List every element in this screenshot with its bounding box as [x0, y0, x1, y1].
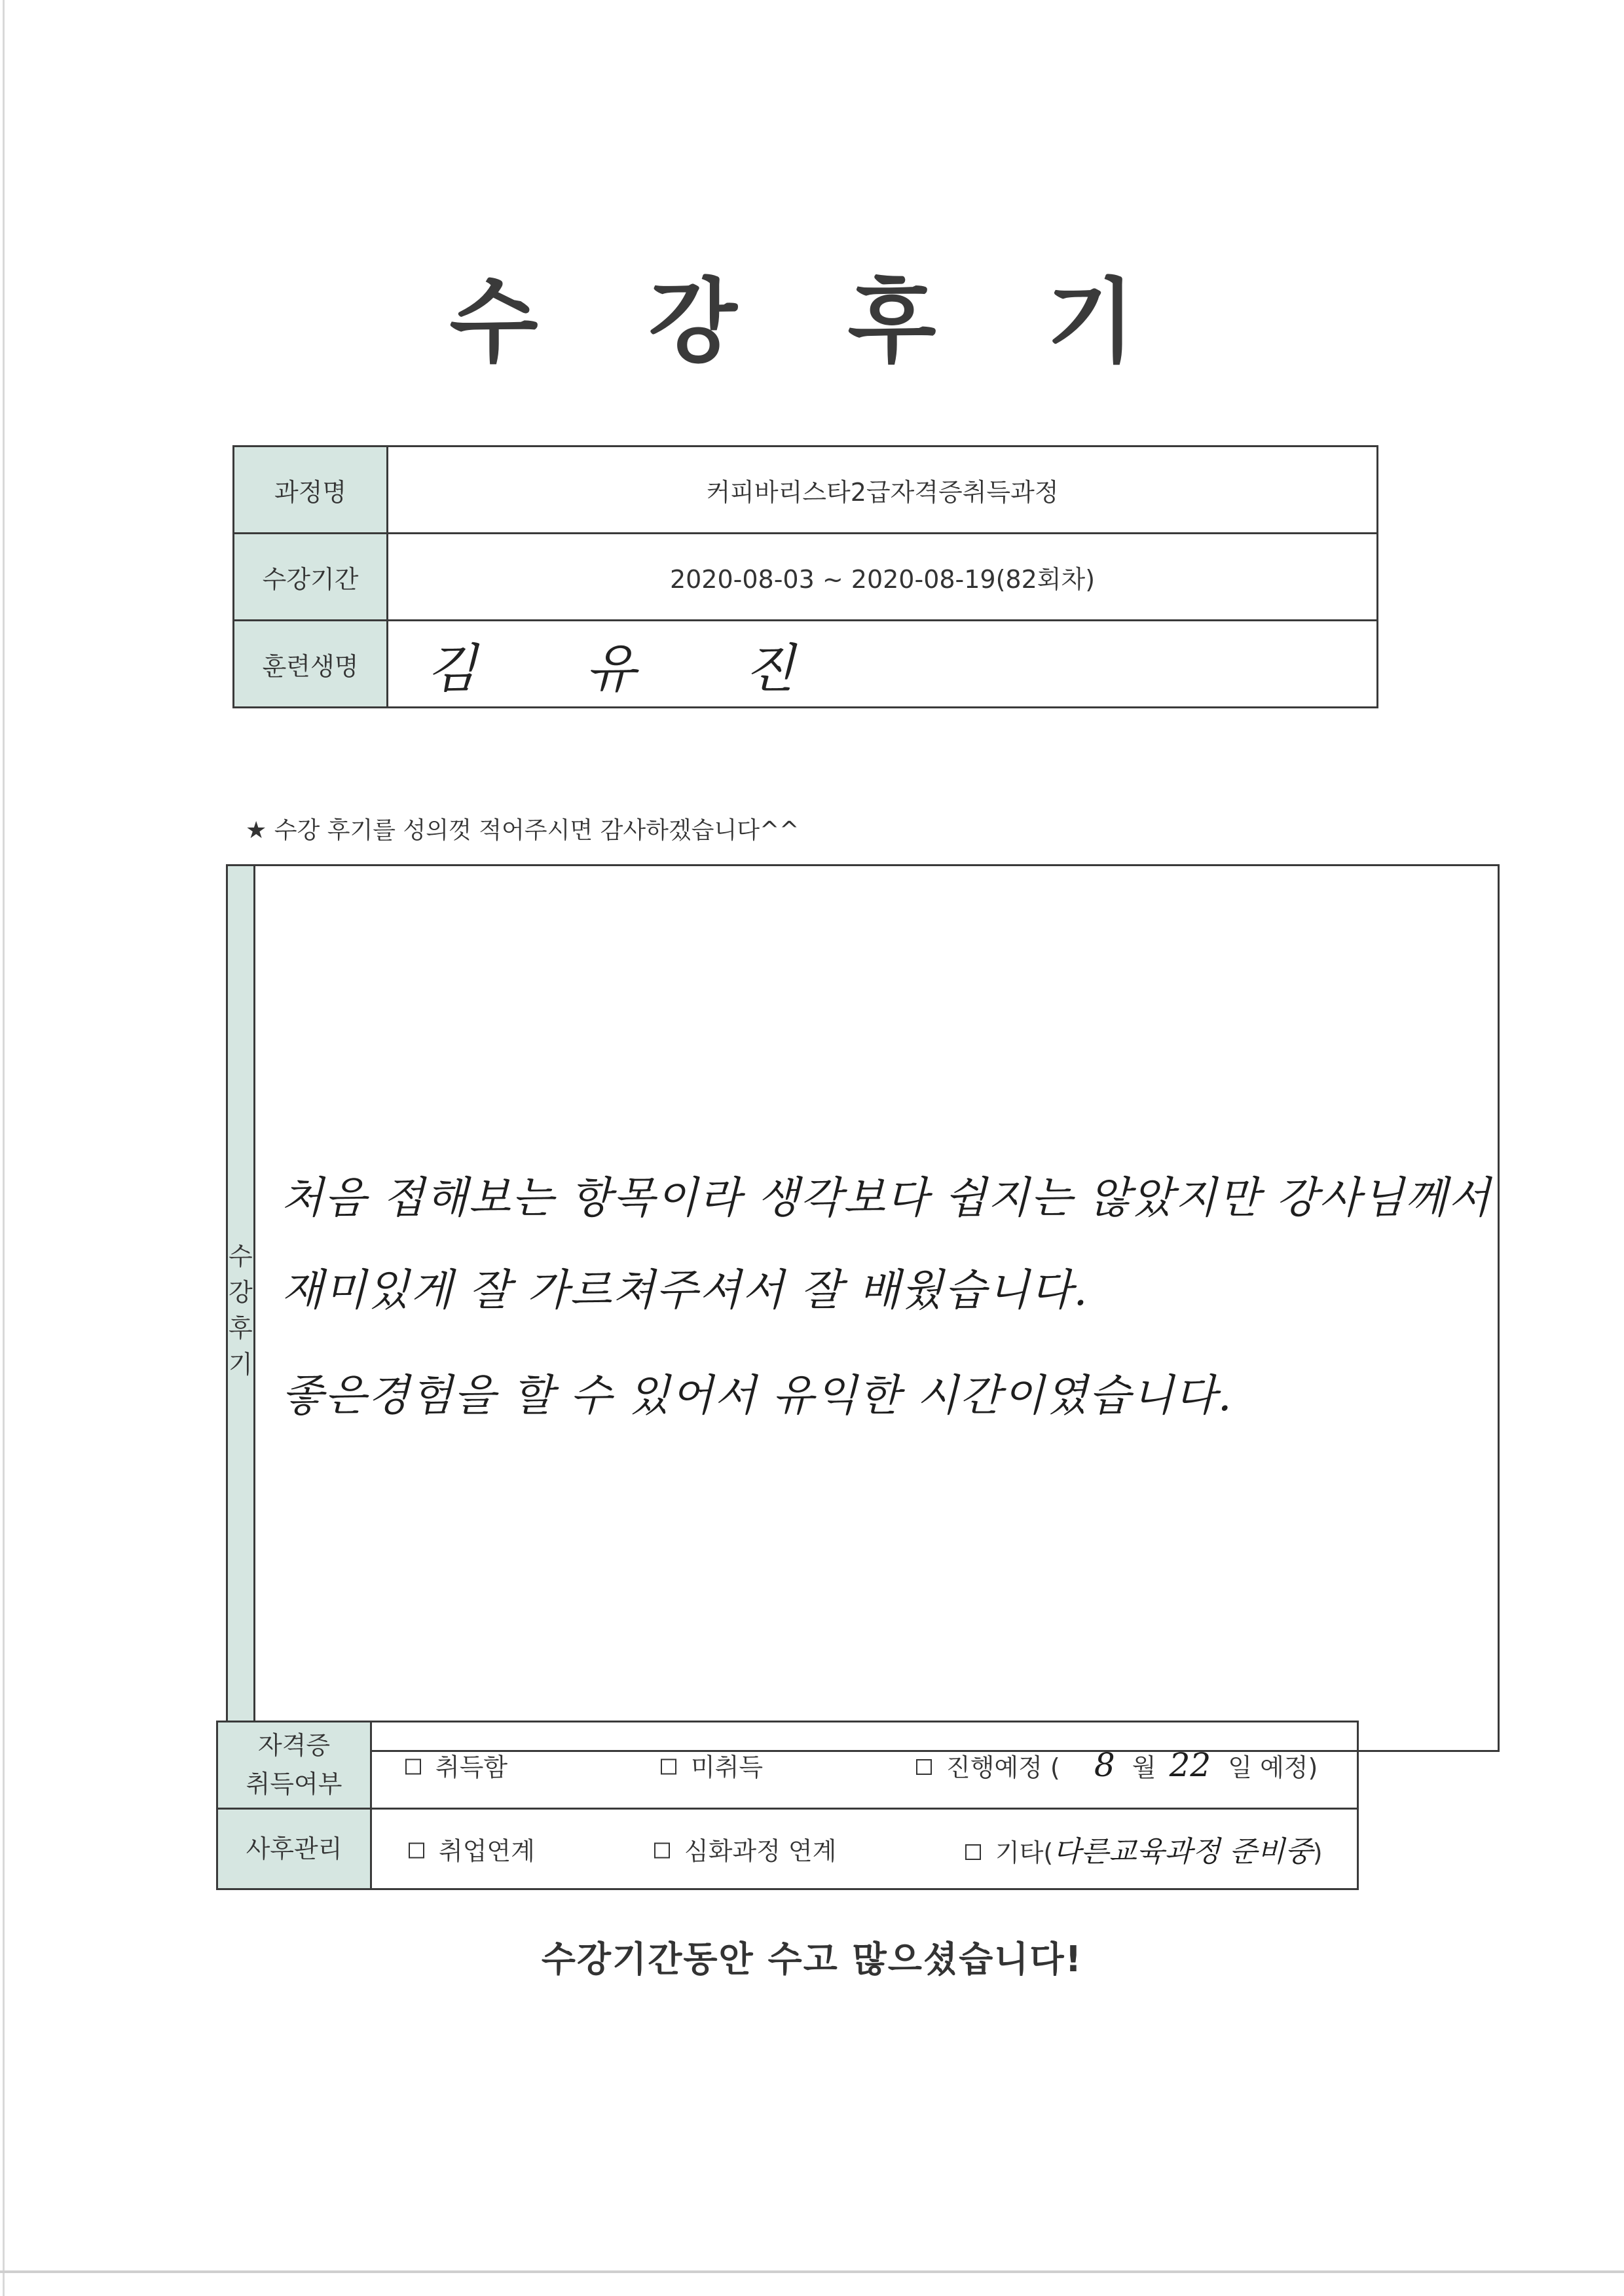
review-text-area [254, 866, 1499, 1751]
checkbox-icon[interactable] [661, 1758, 676, 1774]
checkbox-icon[interactable] [405, 1758, 421, 1774]
review-row [227, 866, 1499, 1751]
trainee-label: 훈련생명 [234, 621, 388, 708]
course-info-table [232, 445, 1378, 708]
instruction-note: ★ 수강 후기를 성의껏 적어주시면 감사하겠습니다^^ [246, 817, 800, 844]
option-label: 취업연계 [439, 1836, 535, 1866]
closing-message: 수강기간동안 수고 많으셨습니다! [541, 1939, 1083, 1980]
option-label: 미취득 [691, 1753, 764, 1782]
other-handwritten: 다른교육과정 준비중 [1053, 1835, 1313, 1868]
course-label: 과정명 [234, 446, 388, 534]
trainee-row [234, 621, 1378, 708]
option-label: 진행예정 ( [946, 1753, 1060, 1782]
checkbox-icon[interactable] [916, 1759, 932, 1775]
status-table [216, 1721, 1359, 1890]
option-employment[interactable] [409, 1831, 535, 1867]
option-suffix: ) [1312, 1838, 1323, 1867]
option-label: 기타( [995, 1838, 1054, 1867]
period-value: 2020-08-03 ~ 2020-08-19(82회차) [388, 534, 1378, 621]
course-row [234, 446, 1378, 534]
option-other[interactable] [965, 1828, 1323, 1870]
certificate-label-line2: 취득여부 [246, 1770, 342, 1798]
checkbox-icon[interactable] [965, 1844, 981, 1860]
scheduled-day-handwritten: 22 [1169, 1746, 1211, 1784]
followup-row [217, 1809, 1358, 1889]
trainee-name-handwritten: 김 유 진 [426, 638, 841, 699]
review-line: 처음 접해보는 항목이라 생각보다 쉽지는 않았지만 강사님께서 [281, 1172, 1492, 1223]
certificate-options [371, 1722, 1358, 1809]
course-value: 커피바리스타2급자격증취득과정 [388, 446, 1378, 534]
period-row [234, 534, 1378, 621]
followup-label: 사후관리 [217, 1809, 371, 1889]
month-unit: 월 [1132, 1753, 1156, 1782]
review-label: 수강후기 [227, 866, 255, 1751]
review-line: 재미있게 잘 가르쳐주셔서 잘 배웠습니다. [281, 1264, 1089, 1315]
page-title: 수 강 후 기 [449, 269, 1175, 376]
option-not-acquired[interactable] [661, 1747, 763, 1783]
day-unit: 일 예정) [1228, 1753, 1318, 1782]
option-label: 심화과정 연계 [684, 1836, 837, 1866]
certificate-label-line1: 자격증 [257, 1731, 331, 1760]
review-table [226, 864, 1500, 1752]
certificate-row [217, 1722, 1358, 1809]
option-acquired[interactable] [405, 1747, 507, 1783]
checkbox-icon[interactable] [654, 1842, 670, 1858]
period-label: 수강기간 [234, 534, 388, 621]
review-line: 좋은경험을 할 수 있어서 유익한 시간이였습니다. [281, 1370, 1233, 1421]
option-label: 취득함 [435, 1753, 508, 1782]
followup-options [371, 1809, 1358, 1889]
scheduled-month-handwritten: 8 [1094, 1746, 1115, 1784]
checkbox-icon[interactable] [409, 1842, 424, 1858]
certificate-label [217, 1722, 371, 1809]
trainee-name-cell [388, 621, 1378, 708]
option-scheduled[interactable] [916, 1746, 1318, 1784]
scan-bottom-edge [0, 2270, 1624, 2273]
option-advanced-course[interactable] [654, 1831, 836, 1867]
